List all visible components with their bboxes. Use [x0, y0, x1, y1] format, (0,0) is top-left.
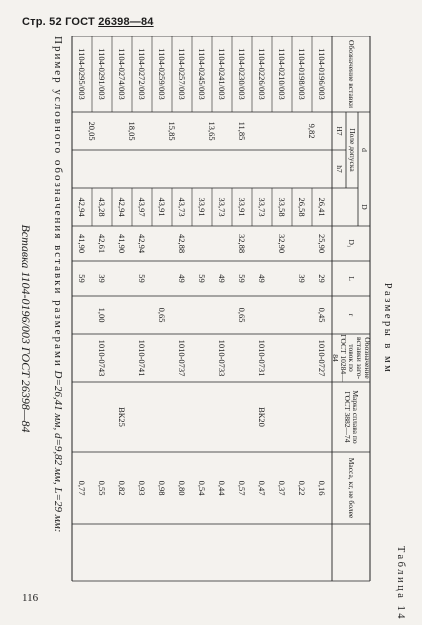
- row-D1: [252, 226, 272, 261]
- example-dims: D=26,41 мм, d=9,82 мм, L=29 мм:: [52, 370, 64, 533]
- row-L: 59: [77, 274, 87, 283]
- row-D1: 32,90: [277, 233, 287, 254]
- row-designation: 1104-0226/003: [257, 48, 267, 100]
- row-D: 33,73: [217, 197, 227, 217]
- row-D1: [292, 226, 312, 261]
- col-header-d: d: [360, 148, 369, 152]
- row-insert-ref: 1010-0737: [177, 339, 187, 377]
- row-D: 43,91: [157, 197, 167, 217]
- col-header-D: D: [360, 204, 369, 210]
- row-D: 42,94: [117, 197, 127, 217]
- row-L: 59: [137, 274, 147, 283]
- col-header-mass: Масса, кг, не более: [347, 457, 356, 519]
- d-value: 15,85: [167, 121, 177, 141]
- row-r: [112, 296, 132, 334]
- row-designation: 1104-0274/003: [117, 48, 127, 100]
- col-header-D1: D₁: [347, 239, 356, 248]
- row-L: 49: [217, 274, 227, 283]
- row-designation: 1104-0230/003: [237, 48, 247, 100]
- row-r: 0,65: [237, 307, 247, 323]
- row-D: 26,41: [317, 197, 327, 217]
- row-L: 29: [317, 274, 327, 283]
- steel-grade: ВК20: [257, 407, 267, 427]
- row-r: [212, 296, 232, 334]
- row-mass: 0,44: [217, 480, 227, 496]
- row-designation: 1104-0241/003: [217, 48, 227, 100]
- row-insert-ref: 1010-0743: [97, 339, 107, 377]
- row-D1: [152, 226, 172, 261]
- row-mass: 0,82: [117, 480, 127, 496]
- example-prefix: Пример условного обозначения вставки размерами: [52, 36, 64, 368]
- row-L: [112, 261, 132, 296]
- row-r: 0,45: [317, 307, 327, 323]
- row-mass: 0,80: [177, 480, 187, 496]
- row-insert-ref: 1010-0741: [137, 339, 147, 377]
- row-mass: 0,77: [77, 480, 87, 496]
- row-designation: 1104-0257/003: [177, 48, 187, 100]
- row-mass: 0,22: [297, 480, 307, 496]
- page-label: Стр. 52: [22, 16, 62, 28]
- row-insert-ref: [232, 334, 252, 382]
- row-r: [72, 296, 92, 334]
- d-value: 9,82: [307, 123, 317, 139]
- row-D: 42,94: [77, 197, 87, 217]
- row-D: 26,58: [297, 197, 307, 217]
- row-designation: 1104-0198/003: [297, 48, 307, 100]
- row-insert-ref: [152, 334, 172, 382]
- gost-number: 26398—84: [98, 16, 154, 28]
- row-L: [152, 261, 172, 296]
- row-L: 59: [237, 274, 247, 283]
- row-designation: 1104-0210/003: [277, 48, 287, 100]
- row-L: 49: [257, 274, 267, 283]
- col-header-steel: Марка сплава по ГОСТ 3882—74: [343, 390, 360, 444]
- example-text: [50, 36, 65, 621]
- col-header-insert-ref: Обозначение вставки заго-товок по ГОСТ 10284—84: [331, 334, 372, 382]
- page-number: 116: [22, 592, 39, 604]
- row-D1: [212, 226, 232, 261]
- row-insert-ref: [192, 334, 212, 382]
- row-mass: 0,47: [257, 480, 267, 496]
- example-insert: Вставка 1104-0196/003 ГОСТ 26398—84: [19, 224, 33, 433]
- row-L: 39: [297, 274, 307, 283]
- d-value: 20,05: [87, 121, 97, 141]
- row-r: 0,65: [157, 307, 167, 323]
- row-r: [272, 296, 292, 334]
- row-D: 33,73: [257, 197, 267, 217]
- row-D1: 41,90: [77, 233, 87, 254]
- row-mass: 0,37: [277, 480, 287, 496]
- row-insert-ref: [112, 334, 132, 382]
- col-header-designation: Обозначение вставки: [347, 39, 356, 109]
- row-insert-ref: 1010-0727: [317, 339, 327, 377]
- col-header-L: L: [347, 276, 356, 281]
- gost-label: ГОСТ: [65, 16, 95, 28]
- steel-grade: ВК25: [117, 407, 127, 427]
- row-r: [172, 296, 192, 334]
- row-insert-ref: [272, 334, 292, 382]
- row-D1: 25,90: [317, 233, 327, 254]
- row-r: [192, 296, 212, 334]
- row-L: 39: [97, 274, 107, 283]
- page-header: [22, 16, 154, 28]
- row-D: 33,91: [237, 197, 247, 217]
- row-D: 43,73: [177, 197, 187, 217]
- row-mass: 0,57: [237, 480, 247, 496]
- row-D: 43,28: [97, 197, 107, 217]
- row-L: 49: [177, 274, 187, 283]
- row-r: [132, 296, 152, 334]
- row-insert-ref: 1010-0733: [217, 339, 227, 377]
- row-D1: 42,88: [177, 233, 187, 254]
- rotated-page-content: [10, 36, 410, 621]
- col-header-tolerance: Поле допуска: [348, 128, 357, 172]
- row-designation: 1104-0295/003: [77, 48, 87, 100]
- col-header-h7: h7: [335, 165, 344, 173]
- row-D1: 32,88: [237, 233, 247, 254]
- table-subtitle: Размеры в мм: [382, 282, 393, 375]
- row-D: 33,91: [197, 197, 207, 217]
- row-D: 43,97: [137, 197, 147, 217]
- row-r: [252, 296, 272, 334]
- col-header-r: r: [347, 313, 356, 317]
- row-designation: 1104-0245/003: [197, 48, 207, 100]
- row-mass: 0,54: [197, 480, 207, 496]
- row-designation: 1104-0259/003: [157, 48, 167, 100]
- row-r: [292, 296, 312, 334]
- row-designation: 1104-0196/003: [317, 48, 327, 100]
- row-D1: 42,94: [137, 233, 147, 254]
- row-L: [272, 261, 292, 296]
- row-insert-ref: [292, 334, 312, 382]
- row-mass: 0,16: [317, 480, 327, 496]
- row-mass: 0,93: [137, 480, 147, 496]
- d-value: 11,85: [237, 121, 247, 141]
- d-value: 18,05: [127, 121, 137, 141]
- row-D1: [192, 226, 212, 261]
- table-title: Таблица 14: [395, 545, 406, 621]
- row-D1: 41,90: [117, 233, 127, 254]
- row-mass: 0,55: [97, 480, 107, 496]
- row-D1: 42,61: [97, 233, 107, 254]
- d-value: 13,65: [207, 121, 217, 141]
- row-mass: 0,98: [157, 480, 167, 496]
- row-insert-ref: [72, 334, 92, 382]
- row-L: 59: [197, 274, 207, 283]
- row-insert-ref: 1010-0731: [257, 339, 267, 377]
- row-designation: 1104-0272/003: [137, 48, 147, 100]
- row-D: 33,58: [277, 197, 287, 217]
- row-r: 1,00: [97, 307, 107, 323]
- col-header-H7: H7: [335, 126, 344, 136]
- row-designation: 1104-0291/003: [97, 48, 107, 100]
